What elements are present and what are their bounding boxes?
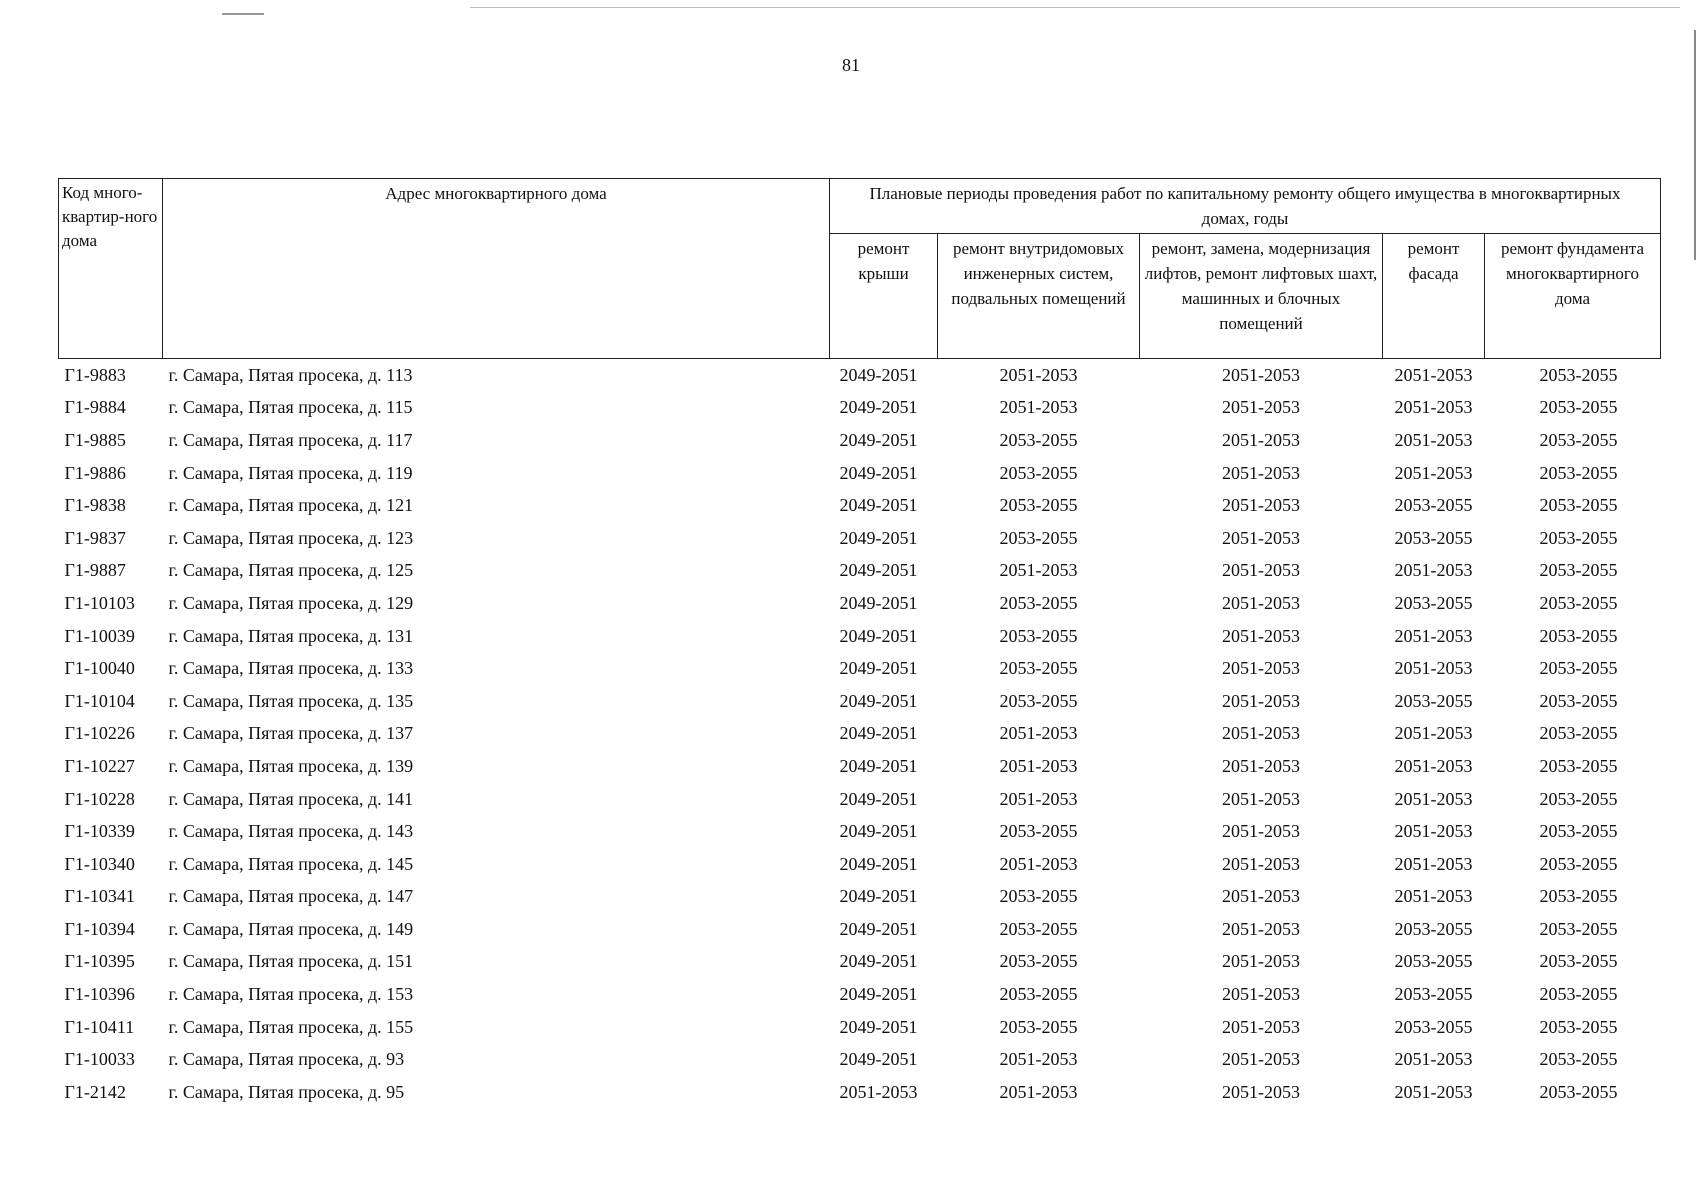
foundation-repair-period: 2053-2055 (1539, 1081, 1618, 1102)
house-address: г. Самара, Пятая просека, д. 147 (168, 886, 414, 907)
table-row (59, 913, 1661, 946)
house-code: Г1-10396 (64, 984, 135, 1005)
foundation-repair-period: 2053-2055 (1539, 690, 1618, 711)
house-code: Г1-10226 (64, 723, 135, 744)
facade-repair-period: 2053-2055 (1394, 951, 1473, 972)
roof-repair-period: 2049-2051 (839, 821, 918, 842)
house-code: Г1-10341 (64, 886, 135, 907)
lift-repair-period: 2051-2053 (1222, 821, 1300, 842)
foundation-repair-period: 2053-2055 (1539, 364, 1618, 385)
table-row (59, 815, 1661, 848)
facade-repair-period: 2053-2055 (1394, 592, 1473, 613)
header-foundation: ремонт фундамента многоквартирного дома (1485, 234, 1661, 359)
house-code: Г1-2142 (64, 1081, 126, 1102)
house-code: Г1-10394 (64, 918, 135, 939)
roof-repair-period: 2049-2051 (839, 788, 918, 809)
facade-repair-period: 2051-2053 (1394, 788, 1473, 809)
house-code: Г1-9886 (64, 462, 126, 483)
table-row (59, 555, 1661, 588)
roof-repair-period: 2049-2051 (839, 1049, 918, 1070)
page-number: 81 (842, 55, 860, 75)
house-address: г. Самара, Пятая просека, д. 95 (168, 1081, 405, 1102)
roof-repair-period: 2049-2051 (839, 723, 918, 744)
facade-repair-period: 2051-2053 (1394, 1049, 1473, 1070)
scan-artifact-top-line (470, 7, 1680, 8)
lift-repair-period: 2051-2053 (1222, 462, 1300, 483)
header-code: Код много-квартир-ного дома (59, 179, 163, 359)
house-address: г. Самара, Пятая просека, д. 113 (168, 364, 413, 385)
roof-repair-period: 2049-2051 (839, 560, 918, 581)
foundation-repair-period: 2053-2055 (1539, 495, 1618, 516)
roof-repair-period: 2049-2051 (839, 658, 918, 679)
facade-repair-period: 2051-2053 (1394, 625, 1473, 646)
house-code: Г1-9838 (64, 495, 126, 516)
table-row (59, 359, 1661, 392)
systems-repair-period: 2053-2055 (999, 625, 1078, 646)
house-code: Г1-9884 (64, 397, 126, 418)
roof-repair-period: 2049-2051 (839, 462, 918, 483)
systems-repair-period: 2051-2053 (999, 1081, 1078, 1102)
facade-repair-period: 2053-2055 (1394, 527, 1473, 548)
table-row (59, 1076, 1661, 1109)
facade-repair-period: 2051-2053 (1394, 821, 1473, 842)
systems-repair-period: 2051-2053 (999, 723, 1078, 744)
house-address: г. Самара, Пятая просека, д. 155 (168, 1016, 414, 1037)
table-row (59, 946, 1661, 979)
roof-repair-period: 2051-2053 (839, 1081, 918, 1102)
table-row (59, 718, 1661, 751)
lift-repair-period: 2051-2053 (1222, 853, 1300, 874)
house-code: Г1-10040 (64, 658, 135, 679)
facade-repair-period: 2051-2053 (1394, 755, 1473, 776)
house-address: г. Самара, Пятая просека, д. 115 (168, 397, 413, 418)
house-address: г. Самара, Пятая просека, д. 121 (168, 495, 414, 516)
header-planned-periods: Плановые периоды проведения работ по капитальному ремонту общего имущества в многоквартирных домах, годы (830, 179, 1661, 234)
house-address: г. Самара, Пятая просека, д. 145 (168, 853, 414, 874)
roof-repair-period: 2049-2051 (839, 397, 918, 418)
lift-repair-period: 2051-2053 (1222, 364, 1300, 385)
house-code: Г1-10103 (64, 592, 135, 613)
lift-repair-period: 2051-2053 (1222, 1049, 1300, 1070)
table-row (59, 881, 1661, 914)
systems-repair-period: 2053-2055 (999, 495, 1078, 516)
foundation-repair-period: 2053-2055 (1539, 755, 1618, 776)
roof-repair-period: 2049-2051 (839, 592, 918, 613)
house-code: Г1-10039 (64, 625, 135, 646)
systems-repair-period: 2053-2055 (999, 658, 1078, 679)
roof-repair-period: 2049-2051 (839, 690, 918, 711)
header-facade: ремонт фасада (1383, 234, 1485, 359)
header-lifts: ремонт, замена, модернизация лифтов, ремонт лифтовых шахт, машинных и блочных помещений (1140, 234, 1383, 359)
systems-repair-period: 2051-2053 (999, 397, 1078, 418)
roof-repair-period: 2049-2051 (839, 951, 918, 972)
roof-repair-period: 2049-2051 (839, 886, 918, 907)
house-address: г. Самара, Пятая просека, д. 129 (168, 592, 414, 613)
house-code: Г1-10340 (64, 853, 135, 874)
facade-repair-period: 2051-2053 (1394, 723, 1473, 744)
roof-repair-period: 2049-2051 (839, 364, 918, 385)
table-row (59, 652, 1661, 685)
lift-repair-period: 2051-2053 (1222, 723, 1300, 744)
house-code: Г1-10395 (64, 951, 135, 972)
roof-repair-period: 2049-2051 (839, 918, 918, 939)
roof-repair-period: 2049-2051 (839, 527, 918, 548)
header-address: Адрес многоквартирного дома (163, 179, 830, 359)
house-address: г. Самара, Пятая просека, д. 141 (168, 788, 414, 809)
roof-repair-period: 2049-2051 (839, 853, 918, 874)
systems-repair-period: 2053-2055 (999, 1016, 1078, 1037)
table-row (59, 783, 1661, 816)
lift-repair-period: 2051-2053 (1222, 625, 1300, 646)
systems-repair-period: 2051-2053 (999, 1049, 1078, 1070)
lift-repair-period: 2051-2053 (1222, 951, 1300, 972)
foundation-repair-period: 2053-2055 (1539, 429, 1618, 450)
roof-repair-period: 2049-2051 (839, 495, 918, 516)
facade-repair-period: 2051-2053 (1394, 853, 1473, 874)
facade-repair-period: 2051-2053 (1394, 1081, 1473, 1102)
house-code: Г1-10228 (64, 788, 135, 809)
house-code: Г1-9837 (64, 527, 126, 548)
lift-repair-period: 2051-2053 (1222, 560, 1300, 581)
facade-repair-period: 2051-2053 (1394, 429, 1473, 450)
table-row (59, 1043, 1661, 1076)
facade-repair-period: 2051-2053 (1394, 658, 1473, 679)
house-code: Г1-10033 (64, 1049, 135, 1070)
facade-repair-period: 2051-2053 (1394, 364, 1473, 385)
house-code: Г1-9887 (64, 560, 126, 581)
house-address: г. Самара, Пятая просека, д. 137 (168, 723, 414, 744)
table-row (59, 1011, 1661, 1044)
house-address: г. Самара, Пятая просека, д. 133 (168, 658, 414, 679)
foundation-repair-period: 2053-2055 (1539, 984, 1618, 1005)
house-address: г. Самара, Пятая просека, д. 139 (168, 755, 414, 776)
facade-repair-period: 2053-2055 (1394, 984, 1473, 1005)
foundation-repair-period: 2053-2055 (1539, 1016, 1618, 1037)
house-address: г. Самара, Пятая просека, д. 93 (168, 1049, 405, 1070)
house-address: г. Самара, Пятая просека, д. 119 (168, 462, 413, 483)
facade-repair-period: 2051-2053 (1394, 397, 1473, 418)
roof-repair-period: 2049-2051 (839, 625, 918, 646)
lift-repair-period: 2051-2053 (1222, 690, 1300, 711)
systems-repair-period: 2051-2053 (999, 853, 1078, 874)
house-code: Г1-10227 (64, 755, 135, 776)
systems-repair-period: 2051-2053 (999, 560, 1078, 581)
systems-repair-period: 2053-2055 (999, 462, 1078, 483)
lift-repair-period: 2051-2053 (1222, 886, 1300, 907)
facade-repair-period: 2053-2055 (1394, 1016, 1473, 1037)
lift-repair-period: 2051-2053 (1222, 658, 1300, 679)
table-row (59, 587, 1661, 620)
foundation-repair-period: 2053-2055 (1539, 1049, 1618, 1070)
facade-repair-period: 2053-2055 (1394, 690, 1473, 711)
table-row (59, 457, 1661, 490)
table-row (59, 685, 1661, 718)
roof-repair-period: 2049-2051 (839, 984, 918, 1005)
table-row (59, 620, 1661, 653)
lift-repair-period: 2051-2053 (1222, 755, 1300, 776)
foundation-repair-period: 2053-2055 (1539, 951, 1618, 972)
roof-repair-period: 2049-2051 (839, 429, 918, 450)
foundation-repair-period: 2053-2055 (1539, 462, 1618, 483)
systems-repair-period: 2053-2055 (999, 690, 1078, 711)
table-row (59, 489, 1661, 522)
house-address: г. Самара, Пятая просека, д. 135 (168, 690, 414, 711)
facade-repair-period: 2051-2053 (1394, 462, 1473, 483)
systems-repair-period: 2053-2055 (999, 918, 1078, 939)
capital-repair-schedule-table (58, 178, 1661, 1109)
systems-repair-period: 2053-2055 (999, 592, 1078, 613)
table-row (59, 978, 1661, 1011)
house-code: Г1-9883 (64, 364, 126, 385)
lift-repair-period: 2051-2053 (1222, 592, 1300, 613)
facade-repair-period: 2053-2055 (1394, 918, 1473, 939)
house-address: г. Самара, Пятая просека, д. 117 (168, 429, 413, 450)
lift-repair-period: 2051-2053 (1222, 527, 1300, 548)
foundation-repair-period: 2053-2055 (1539, 625, 1618, 646)
lift-repair-period: 2051-2053 (1222, 1081, 1300, 1102)
foundation-repair-period: 2053-2055 (1539, 592, 1618, 613)
house-address: г. Самара, Пятая просека, д. 151 (168, 951, 414, 972)
table-header (59, 179, 1661, 359)
foundation-repair-period: 2053-2055 (1539, 918, 1618, 939)
systems-repair-period: 2053-2055 (999, 886, 1078, 907)
house-address: г. Самара, Пятая просека, д. 149 (168, 918, 414, 939)
house-address: г. Самара, Пятая просека, д. 153 (168, 984, 414, 1005)
systems-repair-period: 2051-2053 (999, 788, 1078, 809)
lift-repair-period: 2051-2053 (1222, 1016, 1300, 1037)
table-row (59, 848, 1661, 881)
foundation-repair-period: 2053-2055 (1539, 821, 1618, 842)
table-row (59, 392, 1661, 425)
systems-repair-period: 2053-2055 (999, 821, 1078, 842)
lift-repair-period: 2051-2053 (1222, 429, 1300, 450)
house-code: Г1-10339 (64, 821, 135, 842)
systems-repair-period: 2053-2055 (999, 984, 1078, 1005)
header-roof: ремонт крыши (830, 234, 938, 359)
foundation-repair-period: 2053-2055 (1539, 886, 1618, 907)
foundation-repair-period: 2053-2055 (1539, 397, 1618, 418)
house-address: г. Самара, Пятая просека, д. 123 (168, 527, 414, 548)
house-code: Г1-10411 (64, 1016, 135, 1037)
facade-repair-period: 2051-2053 (1394, 560, 1473, 581)
foundation-repair-period: 2053-2055 (1539, 560, 1618, 581)
systems-repair-period: 2053-2055 (999, 527, 1078, 548)
lift-repair-period: 2051-2053 (1222, 495, 1300, 516)
foundation-repair-period: 2053-2055 (1539, 853, 1618, 874)
facade-repair-period: 2051-2053 (1394, 886, 1473, 907)
systems-repair-period: 2053-2055 (999, 429, 1078, 450)
scan-artifact-mark (222, 13, 264, 15)
house-address: г. Самара, Пятая просека, д. 125 (168, 560, 414, 581)
table-body (59, 359, 1661, 1109)
lift-repair-period: 2051-2053 (1222, 788, 1300, 809)
roof-repair-period: 2049-2051 (839, 1016, 918, 1037)
header-systems: ремонт внутридомовых инженерных систем, подвальных помещений (938, 234, 1140, 359)
roof-repair-period: 2049-2051 (839, 755, 918, 776)
lift-repair-period: 2051-2053 (1222, 918, 1300, 939)
house-address: г. Самара, Пятая просека, д. 143 (168, 821, 414, 842)
foundation-repair-period: 2053-2055 (1539, 788, 1618, 809)
facade-repair-period: 2053-2055 (1394, 495, 1473, 516)
systems-repair-period: 2051-2053 (999, 755, 1078, 776)
lift-repair-period: 2051-2053 (1222, 397, 1300, 418)
lift-repair-period: 2051-2053 (1222, 984, 1300, 1005)
house-address: г. Самара, Пятая просека, д. 131 (168, 625, 414, 646)
table-row (59, 522, 1661, 555)
foundation-repair-period: 2053-2055 (1539, 527, 1618, 548)
systems-repair-period: 2053-2055 (999, 951, 1078, 972)
foundation-repair-period: 2053-2055 (1539, 723, 1618, 744)
table-row (59, 424, 1661, 457)
house-code: Г1-10104 (64, 690, 135, 711)
foundation-repair-period: 2053-2055 (1539, 658, 1618, 679)
table-row (59, 750, 1661, 783)
systems-repair-period: 2051-2053 (999, 364, 1078, 385)
house-code: Г1-9885 (64, 429, 126, 450)
